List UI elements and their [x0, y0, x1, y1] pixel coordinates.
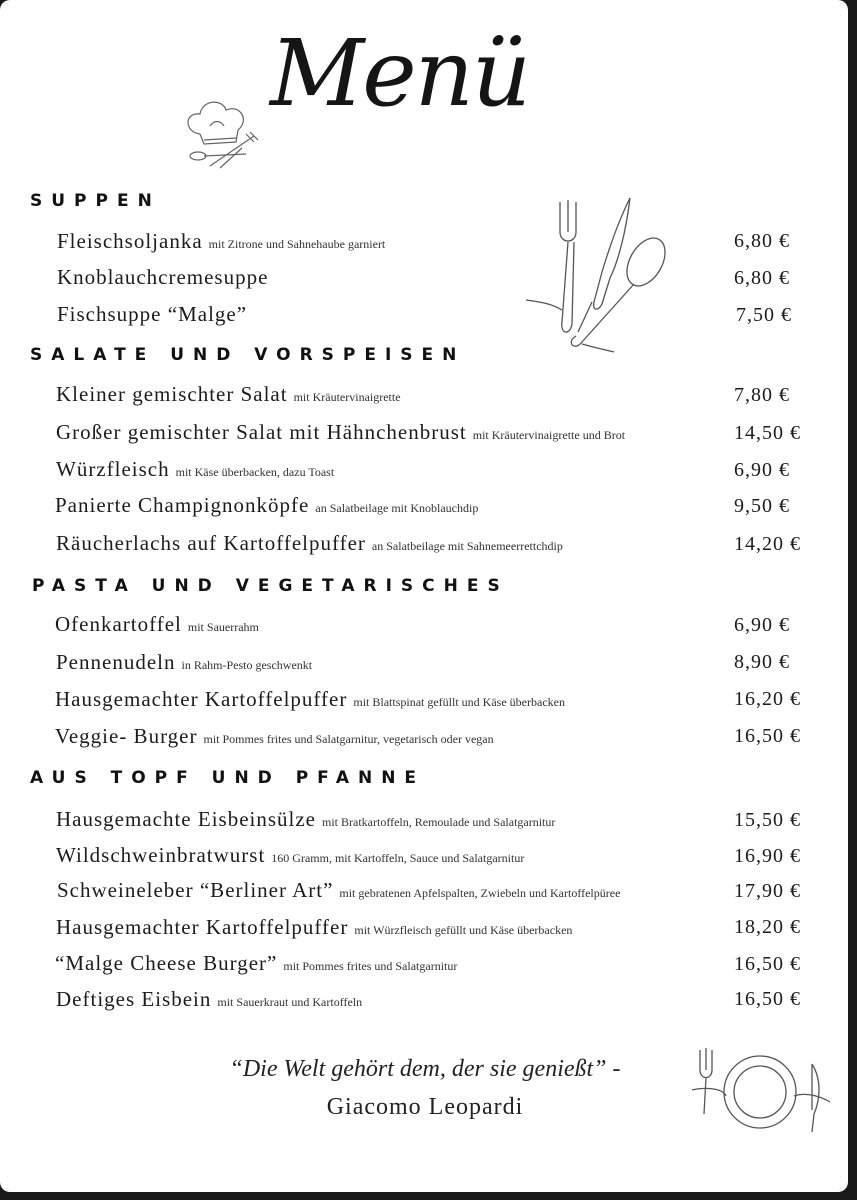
item-price: 18,20 € — [734, 916, 801, 938]
item-price: 6,80 € — [734, 230, 790, 252]
item-price: 14,20 € — [734, 533, 801, 555]
item-name: Würzfleisch — [56, 457, 170, 481]
plate-cutlery-icon — [690, 1040, 835, 1140]
menu-item — [57, 878, 620, 903]
menu-item — [55, 612, 259, 637]
quote — [180, 1050, 670, 1126]
item-price: 16,50 € — [734, 988, 801, 1010]
section-heading-pasta: PASTA UND VEGETARISCHES — [32, 576, 509, 596]
item-price: 7,80 € — [734, 384, 790, 406]
section-heading-aus-topf: AUS TOPF UND PFANNE — [30, 768, 426, 788]
item-price: 6,80 € — [734, 267, 790, 289]
menu-item — [56, 531, 563, 556]
item-price: 9,50 € — [734, 495, 790, 517]
menu-item — [55, 493, 478, 518]
menu-item — [55, 724, 494, 749]
item-price: 16,90 € — [734, 845, 801, 867]
menu-item — [56, 457, 334, 482]
menu-item — [56, 650, 312, 675]
menu-item — [55, 951, 457, 976]
menu-item — [56, 987, 362, 1012]
item-desc: an Salatbeilage mit Knoblauchdip — [315, 501, 479, 515]
menu-item — [55, 687, 565, 712]
item-desc: mit Bratkartoffeln, Remoulade und Salatgarnitur — [322, 815, 556, 829]
item-name: Großer gemischter Salat mit Hähnchenbrust — [56, 420, 467, 444]
item-price: 16,20 € — [734, 688, 801, 710]
item-desc: mit Zitrone und Sahnehaube garniert — [208, 237, 386, 251]
menu-item — [56, 843, 524, 868]
menu-item — [57, 229, 385, 254]
item-desc: 160 Gramm, mit Kartoffeln, Sauce und Salatgarnitur — [271, 851, 525, 865]
menu-item — [57, 265, 274, 290]
menu-title: Menü — [270, 20, 530, 127]
chef-hat-cutlery-icon — [180, 96, 260, 176]
menu-item — [56, 807, 555, 832]
item-name: Fleischsoljanka — [57, 229, 203, 253]
item-desc: mit Kräutervinaigrette — [293, 390, 401, 404]
item-desc: mit Pommes frites und Salatgarnitur — [283, 959, 458, 973]
item-name: Ofenkartoffel — [55, 612, 182, 636]
item-name: Hausgemachter Kartoffelpuffer — [56, 915, 349, 939]
item-desc: in Rahm-Pesto geschwenkt — [181, 658, 313, 672]
item-price: 17,90 € — [734, 880, 801, 902]
item-desc: mit Blattspinat gefüllt und Käse überbacken — [353, 695, 565, 709]
menu-item — [57, 302, 253, 327]
item-name: Wildschweinbratwurst — [56, 843, 266, 867]
item-name: Räucherlachs auf Kartoffelpuffer — [56, 531, 366, 555]
menu-item — [56, 382, 401, 407]
quote-text: “Die Welt gehört dem, der sie genießt” - — [229, 1056, 621, 1082]
item-price: 15,50 € — [734, 809, 801, 831]
menu-item — [56, 420, 625, 445]
item-desc: mit Sauerrahm — [187, 620, 259, 634]
item-desc: mit Sauerkraut und Kartoffeln — [217, 995, 363, 1009]
item-price: 8,90 € — [734, 651, 790, 673]
item-desc: mit Kräutervinaigrette und Brot — [472, 428, 626, 442]
item-price: 14,50 € — [734, 422, 801, 444]
item-name: Schweineleber “Berliner Art” — [57, 878, 334, 902]
section-heading-salate: SALATE UND VORSPEISEN — [30, 345, 466, 365]
quote-author: Giacomo Leopardi — [326, 1094, 524, 1120]
item-desc: mit Pommes frites und Salatgarnitur, vegetarisch oder vegan — [203, 732, 494, 746]
item-name: Deftiges Eisbein — [56, 987, 212, 1011]
item-price: 6,90 € — [734, 614, 790, 636]
item-name: Panierte Champignonköpfe — [55, 493, 310, 517]
item-name: Pennenudeln — [56, 650, 176, 674]
item-desc: an Salatbeilage mit Sahnemeerrettchdip — [371, 539, 563, 553]
menu-item — [56, 915, 572, 940]
item-name: Knoblauchcremesuppe — [57, 265, 269, 289]
item-desc: mit Käse überbacken, dazu Toast — [175, 465, 335, 479]
item-name: Fischsuppe “Malge” — [57, 302, 248, 326]
item-name: Hausgemachte Eisbeinsülze — [56, 807, 316, 831]
section-heading-suppen: SUPPEN — [30, 191, 161, 211]
item-price: 16,50 € — [734, 953, 801, 975]
item-name: Kleiner gemischter Salat — [56, 382, 288, 406]
item-name: Veggie- Burger — [55, 724, 198, 748]
item-desc: mit gebratenen Apfelspalten, Zwiebeln und Kartoffelpüree — [339, 886, 621, 900]
item-name: Hausgemachter Kartoffelpuffer — [55, 687, 348, 711]
item-desc: mit Würzfleisch gefüllt und Käse überbacken — [354, 923, 573, 937]
item-name: “Malge Cheese Burger” — [55, 951, 278, 975]
item-price: 7,50 € — [736, 304, 792, 326]
cutlery-icon — [522, 192, 672, 362]
item-price: 6,90 € — [734, 459, 790, 481]
item-price: 16,50 € — [734, 725, 801, 747]
